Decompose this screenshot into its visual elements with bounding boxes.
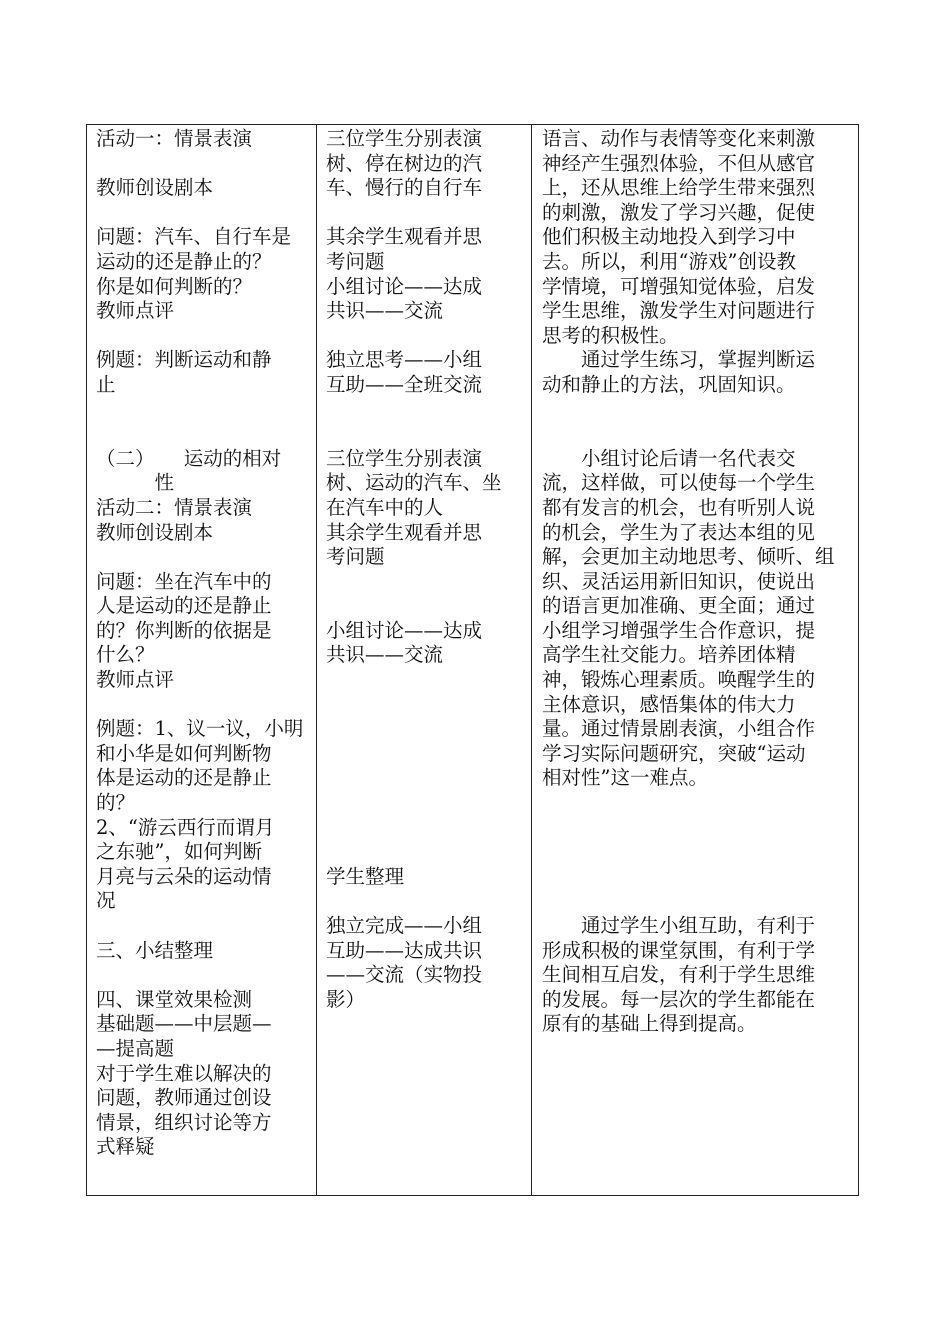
col1-text-line: 教师创设剧本 bbox=[96, 176, 214, 200]
col1-text-line: 月亮与云朵的运动情 bbox=[96, 864, 272, 888]
col3-text-line: 高学生社交能力。培养团体精 bbox=[542, 643, 796, 667]
col2-text-line: 其余学生观看并思 bbox=[326, 520, 483, 544]
col2-text-line bbox=[326, 766, 529, 791]
col1-text-line: 式释疑 bbox=[96, 1135, 155, 1159]
col2-text-line bbox=[326, 422, 529, 447]
col2-text-line: 树、运动的汽车、坐 bbox=[326, 471, 502, 495]
col2-text-line: 学生整理 bbox=[326, 864, 405, 888]
col1-text-line: 什么？ bbox=[96, 643, 155, 667]
col1-text-line: 基础题——中层题— bbox=[96, 1012, 272, 1036]
col3-text-line: 原有的基础上得到提高。 bbox=[542, 1012, 757, 1036]
lesson-table bbox=[86, 124, 859, 1196]
col3-text-line: 通过学生练习，掌握判断运 bbox=[542, 348, 816, 372]
col1-text-line: 三、小结整理 bbox=[96, 938, 214, 962]
col3-text-line: 织、灵活运用新旧知识，使说出 bbox=[542, 569, 816, 593]
col2-text-line bbox=[326, 840, 529, 865]
col1-text-line bbox=[96, 152, 314, 177]
col3-text-line: 神经产生强烈体验，不但从感官 bbox=[542, 151, 816, 175]
col1-text-line: 情景，组织讨论等方 bbox=[96, 1110, 272, 1134]
col1-text-line: 活动二：情景表演 bbox=[96, 495, 253, 519]
col3-text-line: 语言、动作与表情等变化来刺激 bbox=[542, 127, 816, 150]
col3-text-line: 动和静止的方法，巩固知识。 bbox=[542, 372, 796, 396]
col3-text-line: 的语言更加准确、更全面；通过 bbox=[542, 594, 816, 618]
col2-text-line bbox=[326, 201, 529, 226]
col1-text-line bbox=[96, 201, 314, 226]
col1-text-line: 况 bbox=[96, 889, 116, 913]
col1-text-line: 之东驰”，如何判断 bbox=[96, 840, 262, 864]
col3-text-line: 小组学习增强学生合作意识，提 bbox=[542, 618, 816, 642]
col1-text-line: 教师点评 bbox=[96, 299, 175, 323]
col2-text-line: 影） bbox=[326, 987, 366, 1011]
col1-text-line: 性 bbox=[96, 471, 175, 495]
col3-text-line: 学情境，可增强知觉体验，启发 bbox=[542, 274, 816, 298]
col2-text-line: 小组讨论——达成 bbox=[326, 618, 483, 642]
col3-text-line: 流，这样做，可以使每一个学生 bbox=[542, 471, 816, 495]
col1-text-line: 问题，教师通过创设 bbox=[96, 1086, 272, 1110]
col2-text-line bbox=[326, 889, 529, 914]
col2-text-line bbox=[326, 791, 529, 816]
col2-text-line: 三位学生分别表演 bbox=[326, 127, 483, 150]
col1-text-line: 活动一：情景表演 bbox=[96, 127, 253, 150]
col1-text-line bbox=[96, 693, 314, 718]
col3-text-line: 通过学生小组互助，有利于 bbox=[542, 914, 816, 937]
col3-text-line: 都有发言的机会，也有听别人说 bbox=[542, 495, 816, 519]
col1-text-line: 四、课堂效果检测 bbox=[96, 987, 253, 1011]
col2-text-line: 树、停在树边的汽 bbox=[326, 151, 483, 175]
col3-text-line: 主体意识，感悟集体的伟大力 bbox=[542, 692, 796, 716]
col2-text-line: 互助——全班交流 bbox=[326, 372, 483, 396]
col3-text-line: 小组讨论后请一名代表交 bbox=[542, 446, 796, 470]
col1-text-line: 问题：汽车、自行车是 bbox=[96, 225, 292, 249]
col3-text-line bbox=[542, 840, 856, 865]
col1-text-line: 人是运动的还是静止 bbox=[96, 594, 272, 618]
col1-text-line: 例题：1、议一议，小明 bbox=[96, 717, 304, 741]
col3-text-line: 的机会，学生为了表达本组的见 bbox=[542, 520, 816, 544]
col3-text-line bbox=[542, 816, 856, 841]
col1-text-line: 2、“游云西行而谓月 bbox=[96, 815, 275, 839]
col3-text-line: 的刺激，激发了学习兴趣，促使 bbox=[542, 200, 816, 224]
col3-text-line: 的发展。每一层次的学生都能在 bbox=[542, 987, 816, 1011]
col2-text-line: 独立完成——小组 bbox=[326, 914, 483, 937]
col2-text-line: 共识——交流 bbox=[326, 643, 444, 667]
col2-text-line: 考问题 bbox=[326, 249, 385, 273]
col1-text-line: 运动的还是静止的？ bbox=[96, 249, 272, 273]
col1-text-line bbox=[96, 422, 314, 447]
col2-text-line: 三位学生分别表演 bbox=[326, 446, 483, 470]
col1-text-line: 体是运动的还是静止 bbox=[96, 766, 272, 790]
col3-text-line bbox=[542, 422, 856, 447]
teacher-activity-column bbox=[87, 125, 317, 1195]
col3-text-line: 生间相互启发，有利于学生思维 bbox=[542, 963, 816, 987]
col2-text-line: 共识——交流 bbox=[326, 299, 444, 323]
col1-text-line: 教师点评 bbox=[96, 668, 175, 692]
col2-text-line bbox=[326, 570, 529, 595]
col3-text-line: 上，还从思维上给学生带来强烈 bbox=[542, 176, 816, 200]
col2-text-line bbox=[326, 693, 529, 718]
col1-text-line: 你是如何判断的？ bbox=[96, 274, 253, 298]
col2-text-line: 在汽车中的人 bbox=[326, 495, 444, 519]
col2-text-line bbox=[326, 816, 529, 841]
col2-text-line: 其余学生观看并思 bbox=[326, 225, 483, 249]
col1-text-line bbox=[96, 398, 314, 423]
col2-text-line: ——交流（实物投 bbox=[326, 963, 483, 987]
col3-text-line: 他们积极主动地投入到学习中 bbox=[542, 225, 796, 249]
col3-text-line: 去。所以，利用“游戏”创设教 bbox=[542, 249, 796, 273]
col1-text-line: 止 bbox=[96, 372, 116, 396]
student-activity-column bbox=[317, 125, 532, 1195]
col2-text-line: 独立思考——小组 bbox=[326, 348, 483, 372]
col2-text-line bbox=[326, 398, 529, 423]
col1-text-line bbox=[96, 324, 314, 349]
col3-text-line: 解，会更加主动地思考、倾听、组 bbox=[542, 545, 835, 569]
col3-text-line: 神，锻炼心理素质。唤醒学生的 bbox=[542, 668, 816, 692]
col2-text-line: 小组讨论——达成 bbox=[326, 274, 483, 298]
col2-text-line: 互助——达成共识 bbox=[326, 938, 483, 962]
col2-text-line bbox=[326, 668, 529, 693]
col1-text-line: 的？ bbox=[96, 791, 136, 815]
col1-text-line: 的？你判断的依据是 bbox=[96, 618, 272, 642]
col1-text-line: 对于学生难以解决的 bbox=[96, 1061, 272, 1085]
col3-text-line: 学习实际问题研究，突破“运动 bbox=[542, 741, 806, 765]
col3-text-line: 相对性”这一难点。 bbox=[542, 766, 708, 790]
col3-text-line: 思考的积极性。 bbox=[542, 323, 679, 347]
design-intent-column bbox=[532, 125, 858, 1195]
col3-text-line: 形成积极的课堂氛围，有利于学 bbox=[542, 938, 816, 962]
col3-text-line: 学生思维，激发学生对问题进行 bbox=[542, 299, 816, 323]
col1-text-line bbox=[96, 963, 314, 988]
col2-text-line bbox=[326, 717, 529, 742]
col1-text-line bbox=[96, 914, 314, 939]
col2-text-line: 车、慢行的自行车 bbox=[326, 176, 483, 200]
col1-text-line: 教师创设剧本 bbox=[96, 520, 214, 544]
col1-text-line: 问题：坐在汽车中的 bbox=[96, 569, 272, 593]
col2-text-line: 考问题 bbox=[326, 545, 385, 569]
col1-text-line: —提高题 bbox=[96, 1036, 175, 1060]
col2-text-line bbox=[326, 324, 529, 349]
col3-text-line bbox=[542, 889, 856, 914]
col3-text-line bbox=[542, 865, 856, 890]
col1-text-line: （二） 运动的相对 bbox=[96, 446, 282, 470]
col2-text-line bbox=[326, 594, 529, 619]
col3-text-line bbox=[542, 791, 856, 816]
col1-text-line bbox=[96, 545, 314, 570]
col3-text-line bbox=[542, 398, 856, 423]
col3-text-line: 量。通过情景剧表演，小组合作 bbox=[542, 717, 816, 741]
col1-text-line: 和小华是如何判断物 bbox=[96, 741, 272, 765]
col2-text-line bbox=[326, 742, 529, 767]
col1-text-line: 例题：判断运动和静 bbox=[96, 348, 272, 372]
